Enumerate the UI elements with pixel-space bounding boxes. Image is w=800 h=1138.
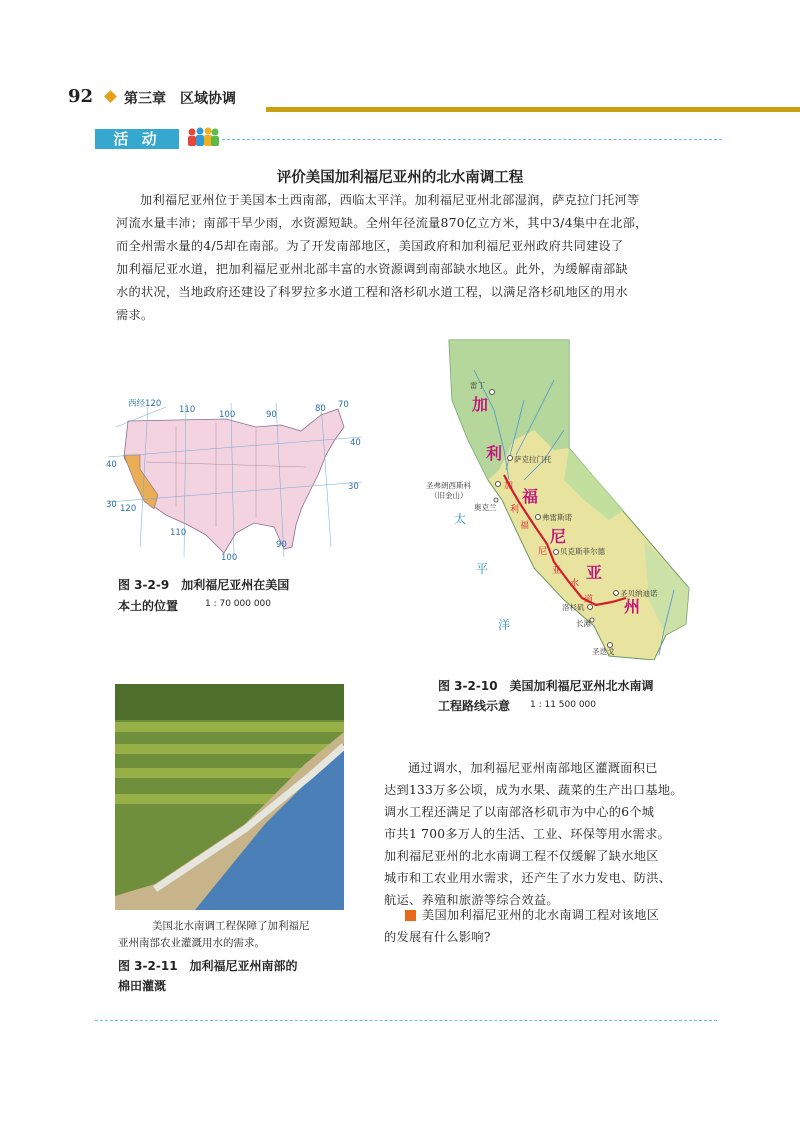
question-square-icon (405, 910, 416, 921)
map-label-90: 90 (266, 410, 277, 420)
city-label: 长滩 (576, 619, 591, 628)
intro-line: 而全州需水量的4/5却在南部。为了开发南部地区，美国政府和加利福尼亚州政府共同建设了 (116, 239, 624, 253)
map-label-40r: 40 (350, 438, 361, 448)
canal-char: 水 (570, 579, 580, 589)
people-group-icon (186, 126, 220, 150)
map-label-90b: 90 (276, 540, 287, 550)
photo-note: 亚州南部农业灌溉用水的需求。 (118, 937, 265, 949)
activity-dashed-rule (222, 139, 722, 140)
city-label: 贝克斯菲尔德 (560, 547, 605, 556)
state-char: 州 (624, 597, 641, 616)
canal-char: 亚 (552, 566, 562, 576)
header-rule (266, 107, 800, 112)
photo-note: 美国北水南调工程保障了加利福尼 (152, 920, 310, 932)
map-scale: 1 : 70 000 000 (205, 599, 272, 609)
city-label: 洛杉矶 (562, 603, 585, 612)
state-char: 加 (472, 395, 489, 414)
question-line: 美国加利福尼亚州的北水南调工程对该地区 (422, 908, 660, 922)
body-line: 达到133万多公顷，成为水果、蔬菜的生产出口基地。 (384, 783, 683, 797)
city-label: 圣迭戈 (592, 647, 615, 656)
us-mainland-shape (124, 409, 344, 553)
intro-line: 需求。 (116, 308, 154, 322)
state-char: 亚 (586, 563, 603, 582)
page-number: 92 (68, 86, 94, 107)
ocean-char: 太 (454, 512, 467, 526)
map-label-110b: 110 (170, 528, 187, 538)
map-label-30: 30 (106, 500, 117, 510)
figure-caption: 本土的位置 (118, 599, 179, 613)
map-label-70: 70 (338, 400, 349, 410)
state-char: 尼 (550, 527, 567, 546)
activity-title: 评价美国加利福尼亚州的北水南调工程 (276, 170, 524, 186)
city-label: （旧金山） (430, 491, 468, 500)
state-char: 利 (486, 444, 503, 463)
city-label: 雷丁 (470, 381, 485, 390)
ocean-char: 平 (476, 562, 489, 576)
map-label-100: 100 (219, 410, 236, 420)
intro-line: 加利福尼亚水道，把加利福尼亚州北部丰富的水资源调到南部缺水地区。此外，为缓解南部缺 (116, 262, 628, 276)
map-label-40: 40 (106, 460, 117, 470)
intro-line: 河流水量丰沛；南部干旱少雨，水资源短缺。全州年径流量870亿立方米，其中3/4集中在北部， (116, 216, 648, 230)
body-line: 城市和工农业用水需求，还产生了水力发电、防洪、 (384, 871, 672, 885)
activity-tag: 活 动 (95, 129, 179, 149)
chapter-title: 第三章 区域协调 (124, 91, 236, 107)
map-label-30r: 30 (348, 482, 359, 492)
diamond-icon (104, 90, 117, 103)
cotton-field-irrigation-photo (115, 684, 344, 910)
figure-caption: 图 3-2-11 加利福尼亚州南部的 (118, 959, 298, 973)
body-line: 市共1 700多万人的生活、工业、环保等用水需求。 (384, 827, 671, 841)
question-line: 的发展有什么影响? (384, 930, 491, 944)
bottom-dashed-rule (95, 1020, 717, 1021)
city-label: 弗雷斯诺 (542, 513, 572, 522)
body-line: 通过调水，加利福尼亚州南部地区灌溉面积已 (408, 761, 658, 775)
canal-char: 道 (584, 595, 594, 605)
map-label-120b: 120 (120, 504, 137, 514)
city-label: 奥克兰 (474, 503, 497, 512)
ocean-char: 洋 (498, 618, 511, 632)
body-line: 航运、养殖和旅游等综合效益。 (384, 893, 559, 907)
state-char: 福 (522, 487, 539, 506)
canal-char: 加 (504, 481, 514, 491)
city-label: 萨克拉门托 (514, 455, 552, 464)
california-canal-map (404, 330, 698, 660)
city-label: 圣弗朗西斯科 (426, 481, 471, 490)
map-scale: 1 : 11 500 000 (530, 700, 597, 710)
figure-caption: 工程路线示意 (438, 699, 511, 713)
figure-caption: 图 3-2-10 美国加利福尼亚州北水南调 (438, 679, 654, 693)
figure-caption: 图 3-2-9 加利福尼亚州在美国 (118, 578, 290, 592)
canal-char: 利 (510, 505, 520, 515)
canal-char: 尼 (538, 547, 548, 557)
figure-caption: 棉田灌溉 (118, 979, 167, 993)
map-label-110: 110 (179, 405, 196, 415)
body-line: 调水工程还满足了以南部洛杉矶市为中心的6个城 (384, 805, 655, 819)
canal-char: 福 (520, 521, 530, 531)
us-location-map (106, 397, 364, 567)
body-line: 加利福尼亚州的北水南调工程不仅缓解了缺水地区 (384, 849, 659, 863)
map-label-80: 80 (315, 404, 326, 414)
intro-line: 水的状况，当地政府还建设了科罗拉多水道工程和洛杉矶水道工程，以满足洛杉矶地区的用水 (116, 285, 628, 299)
map-label-w120: 西经120 (128, 399, 162, 409)
intro-line: 加利福尼亚州位于美国本土西南部，西临太平洋。加利福尼亚州北部湿润，萨克拉门托河等 (140, 193, 640, 207)
city-label: 圣贝纳迪诺 (620, 589, 658, 598)
map-label-100b: 100 (221, 553, 238, 563)
